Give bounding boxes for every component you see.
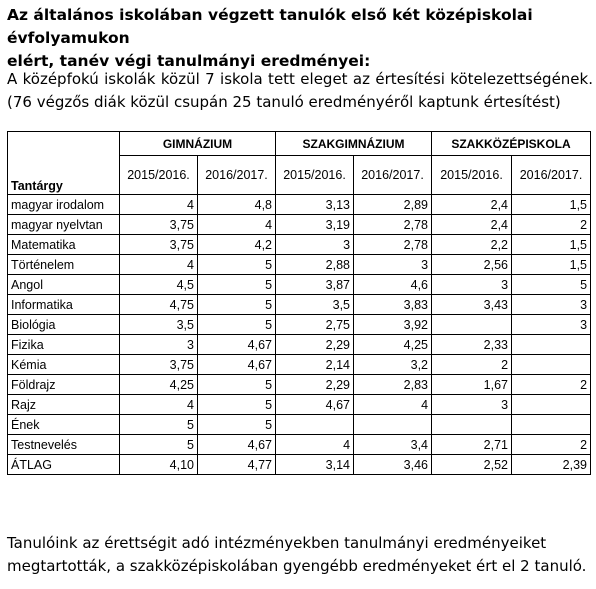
grade-cell: 5 [198, 255, 276, 275]
table-row [8, 335, 591, 355]
intro-line-2: (76 végzős diák közül csupán 25 tanuló eredményéről kaptunk értesítést) [7, 93, 561, 111]
grade-cell: 4,75 [120, 295, 198, 315]
grade-cell: 2,29 [276, 375, 354, 395]
grade-cell: 5 [198, 375, 276, 395]
grade-cell [276, 415, 354, 435]
grade-cell: 3,43 [432, 295, 512, 315]
table-row [8, 295, 591, 315]
subject-cell: ÁTLAG [8, 455, 120, 475]
grade-cell: 1,5 [512, 235, 591, 255]
grade-cell: 5 [120, 415, 198, 435]
grade-cell: 3,4 [354, 435, 432, 455]
group-header-row [8, 132, 591, 156]
grade-cell: 4,25 [120, 375, 198, 395]
heading [7, 4, 593, 73]
grade-cell [432, 415, 512, 435]
closing-line-2: megtartották, a szakközépiskolában gyengébb eredményeket ért el 2 tanuló. [7, 557, 587, 575]
subject-cell: Matematika [8, 235, 120, 255]
grade-cell: 4 [120, 395, 198, 415]
table-row [8, 235, 591, 255]
grade-cell: 2,33 [432, 335, 512, 355]
subject-cell: Fizika [8, 335, 120, 355]
grade-cell: 2,83 [354, 375, 432, 395]
grade-cell: 3 [276, 235, 354, 255]
table-row [8, 355, 591, 375]
intro-paragraph [7, 68, 593, 114]
grade-cell: 2 [432, 355, 512, 375]
group-header-szakkozepiskola: SZAKKÖZÉPISKOLA [432, 132, 591, 156]
grade-cell: 5 [198, 395, 276, 415]
grade-cell: 4,77 [198, 455, 276, 475]
grade-cell: 4,5 [120, 275, 198, 295]
grade-cell: 3 [120, 335, 198, 355]
group-header-gimnazium: GIMNÁZIUM [120, 132, 276, 156]
grade-cell: 4,67 [198, 335, 276, 355]
grade-cell: 2,14 [276, 355, 354, 375]
grade-cell: 2,88 [276, 255, 354, 275]
subject-cell: Kémia [8, 355, 120, 375]
grade-cell: 5 [198, 315, 276, 335]
grade-cell: 1,5 [512, 195, 591, 215]
grade-cell [512, 355, 591, 375]
grade-cell: 3 [432, 275, 512, 295]
heading-line-2: elért, tanév végi tanulmányi eredményei: [7, 52, 371, 70]
grade-cell: 4,10 [120, 455, 198, 475]
grade-cell: 3,19 [276, 215, 354, 235]
heading-line-1: Az általános iskolában végzett tanulók első két középiskolai évfolyamukon [7, 6, 533, 47]
subject-cell: magyar irodalom [8, 195, 120, 215]
grade-cell: 3,75 [120, 235, 198, 255]
grade-cell: 2,78 [354, 235, 432, 255]
subject-cell: Ének [8, 415, 120, 435]
closing-line-1: Tanulóink az érettségit adó intézményekben tanulmányi eredményeiket [7, 534, 547, 552]
grade-cell [354, 415, 432, 435]
grade-cell: 2,71 [432, 435, 512, 455]
grade-cell: 3,83 [354, 295, 432, 315]
grade-cell: 4,67 [198, 435, 276, 455]
grade-cell: 3 [512, 315, 591, 335]
year-header: 2015/2016. [120, 156, 198, 195]
grades-table [7, 131, 591, 475]
grade-cell: 2 [512, 215, 591, 235]
table-row [8, 315, 591, 335]
grade-cell: 5 [198, 275, 276, 295]
table-row [8, 415, 591, 435]
grade-cell: 3,2 [354, 355, 432, 375]
grade-cell: 3 [512, 295, 591, 315]
grade-cell: 4,6 [354, 275, 432, 295]
grade-cell: 2,89 [354, 195, 432, 215]
grade-cell: 3,5 [276, 295, 354, 315]
grade-cell: 4 [120, 195, 198, 215]
grade-cell: 5 [198, 415, 276, 435]
subject-cell: Földrajz [8, 375, 120, 395]
grade-cell: 4 [120, 255, 198, 275]
grade-cell: 2 [512, 435, 591, 455]
grade-cell: 3,75 [120, 215, 198, 235]
grade-cell: 3,5 [120, 315, 198, 335]
table-row [8, 395, 591, 415]
subject-cell: Biológia [8, 315, 120, 335]
grade-cell: 3,75 [120, 355, 198, 375]
subject-cell: Testnevelés [8, 435, 120, 455]
grade-cell: 5 [198, 295, 276, 315]
grade-cell: 2 [512, 375, 591, 395]
grade-cell: 2,4 [432, 195, 512, 215]
table-row [8, 255, 591, 275]
grade-cell: 4,67 [276, 395, 354, 415]
grade-cell: 4 [198, 215, 276, 235]
grade-cell: 3,87 [276, 275, 354, 295]
grade-cell: 4,2 [198, 235, 276, 255]
grade-cell [512, 335, 591, 355]
grade-cell [432, 315, 512, 335]
grade-cell: 3 [354, 255, 432, 275]
subject-cell: magyar nyelvtan [8, 215, 120, 235]
year-header: 2015/2016. [276, 156, 354, 195]
grade-cell: 5 [512, 275, 591, 295]
grade-cell: 2,75 [276, 315, 354, 335]
grade-cell: 1,67 [432, 375, 512, 395]
grade-cell: 4 [276, 435, 354, 455]
year-header: 2016/2017. [354, 156, 432, 195]
grade-cell [512, 415, 591, 435]
intro-line-1: A középfokú iskolák közül 7 iskola tett eleget az értesítési kötelezettségének. [7, 70, 593, 88]
grade-cell: 1,5 [512, 255, 591, 275]
table-row [8, 195, 591, 215]
grade-cell: 3,14 [276, 455, 354, 475]
subject-cell: Angol [8, 275, 120, 295]
subject-cell: Történelem [8, 255, 120, 275]
grade-cell: 2,2 [432, 235, 512, 255]
closing-paragraph [7, 532, 593, 578]
grade-cell: 4 [354, 395, 432, 415]
grade-cell: 2,4 [432, 215, 512, 235]
grade-cell: 3,13 [276, 195, 354, 215]
table-row [8, 375, 591, 395]
table-row [8, 215, 591, 235]
grade-cell: 2,56 [432, 255, 512, 275]
grade-cell: 5 [120, 435, 198, 455]
table-row [8, 275, 591, 295]
grade-cell: 2,78 [354, 215, 432, 235]
grade-cell: 3,92 [354, 315, 432, 335]
grade-cell: 2,29 [276, 335, 354, 355]
grade-cell: 4,25 [354, 335, 432, 355]
subject-cell: Rajz [8, 395, 120, 415]
table-row [8, 435, 591, 455]
grade-cell: 2,52 [432, 455, 512, 475]
subject-cell: Informatika [8, 295, 120, 315]
grade-cell [512, 395, 591, 415]
grade-cell: 4,8 [198, 195, 276, 215]
year-header: 2015/2016. [432, 156, 512, 195]
grade-cell: 2,39 [512, 455, 591, 475]
average-row [8, 455, 591, 475]
grade-cell: 3 [432, 395, 512, 415]
grade-cell: 3,46 [354, 455, 432, 475]
year-header: 2016/2017. [512, 156, 591, 195]
grades-table-body [8, 195, 591, 475]
group-header-szakgimnazium: SZAKGIMNÁZIUM [276, 132, 432, 156]
year-header: 2016/2017. [198, 156, 276, 195]
subject-column-header: Tantárgy [8, 132, 120, 195]
grade-cell: 4,67 [198, 355, 276, 375]
